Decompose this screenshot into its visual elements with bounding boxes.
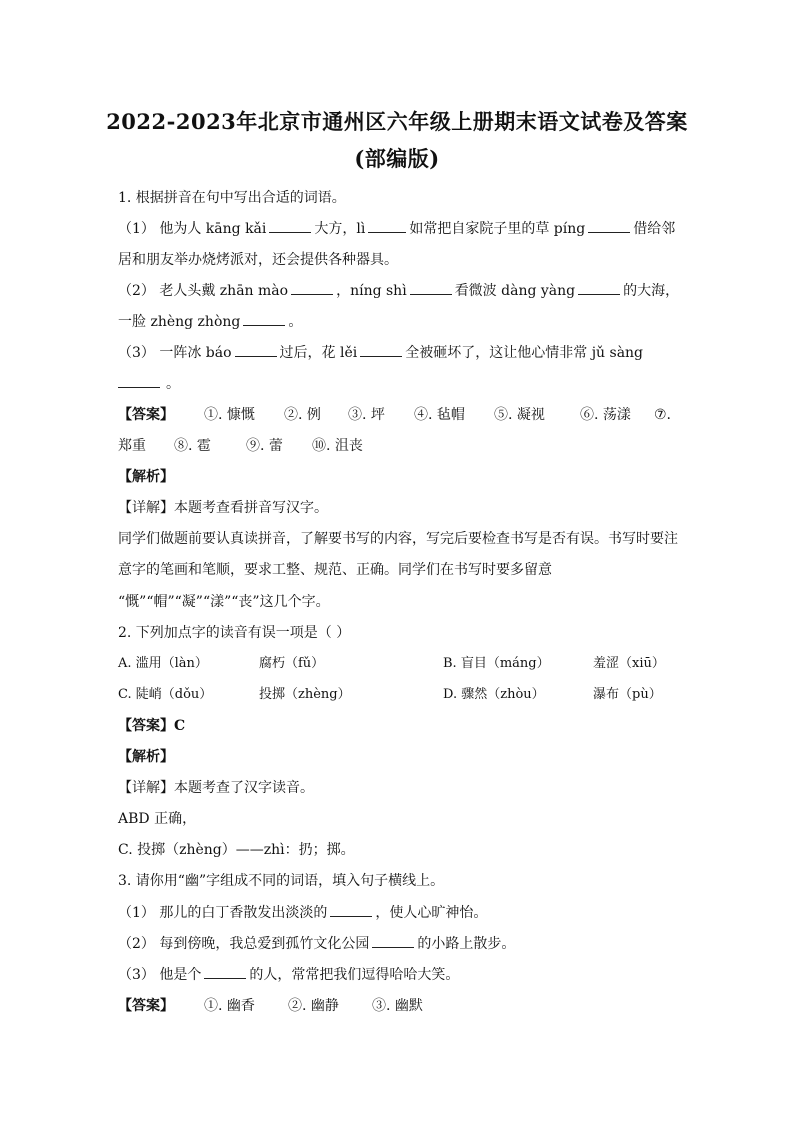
q1-sentence1	[118, 219, 678, 239]
q1-s2-part-d: 的大海，	[623, 283, 680, 299]
q1-s3-part-c: 全被砸坏了，这让他心情非常 jǔ sàng	[405, 345, 644, 361]
answer-item: ①. 幽香	[204, 998, 255, 1014]
answer-item: ⑦.	[654, 407, 672, 423]
q3-s3-part-b: 的人，常常把我们逗得哈哈大笑。	[249, 967, 460, 983]
q2-answer: 【答案】C	[118, 718, 186, 734]
answer-item: ②. 例	[284, 407, 321, 423]
q1-s3-part-d: 。	[166, 376, 180, 392]
q2-explanation-line2: C. 投掷（zhèng）——zhì：扔；掷。	[118, 842, 355, 858]
answer-item: ⑩. 沮丧	[312, 438, 363, 454]
q1-s1-continued: 居和朋友举办烧烤派对，还会提供各种器具。	[118, 252, 398, 268]
option-c-word1: C. 陡峭（dǒu）	[118, 687, 213, 702]
q1-s1-part-d: 借给邻	[633, 221, 676, 237]
option-a-word1: A. 滥用（làn）	[118, 656, 208, 671]
q1-detail: 【详解】本题考查看拼音写汉字。	[118, 500, 328, 516]
q1-s2-part-e: 一脸 zhèng zhòng	[118, 314, 241, 330]
answer-blank	[368, 220, 406, 233]
answer-item: ⑧. 雹	[174, 438, 211, 454]
q1-stem: 1. 根据拼音在句中写出合适的词语。	[118, 190, 346, 206]
answer-label: 【答案】	[118, 407, 174, 423]
answer-blank	[360, 344, 402, 357]
answer-blank	[243, 313, 285, 326]
answer-item: ③. 坪	[348, 407, 385, 423]
q1-s3-part-a: （3） 一阵冰 báo	[118, 345, 232, 361]
option-c-word2: 投掷（zhèng）	[259, 687, 351, 702]
option-d-word2: 瀑布（pù）	[593, 687, 662, 702]
q3-sentence2	[118, 934, 678, 954]
option-a-word2: 腐朽（fǔ）	[259, 656, 325, 671]
q2-analysis-label: 【解析】	[118, 749, 174, 765]
answer-blank	[235, 344, 277, 357]
option-b-word1: B. 盲目（máng）	[443, 656, 550, 671]
document-subtitle: (部编版)	[354, 146, 440, 171]
answer-blank	[269, 220, 311, 233]
q3-s3-part-a: （3） 他是个	[118, 967, 202, 983]
answer-item: ⑥. 荡漾	[580, 407, 631, 423]
answer-label: 【答案】	[118, 998, 174, 1014]
q1-explanation-line2: 意字的笔画和笔顺，要求工整、规范、正确。同学们在书写时要多留意	[118, 562, 552, 578]
q3-s1-part-a: （1） 那儿的白丁香散发出淡淡的	[118, 905, 328, 921]
answer-blank	[291, 282, 333, 295]
answer-item: ④. 毡帽	[414, 407, 465, 423]
q3-stem: 3. 请你用“幽”字组成不同的词语，填入句子横线上。	[118, 873, 445, 889]
q3-sentence1	[118, 903, 678, 923]
option-d-word1: D. 骤然（zhòu）	[443, 687, 545, 702]
q2-explanation-line1: ABD 正确，	[118, 811, 197, 827]
answer-item: 郑重	[118, 438, 146, 454]
q1-s1-part-b: 大方，lì	[314, 221, 366, 237]
answer-blank	[410, 282, 452, 295]
q1-sentence2	[118, 281, 678, 301]
q1-s2-part-a: （2） 老人头戴 zhān mào	[118, 283, 289, 299]
answer-blank	[588, 220, 630, 233]
q1-s1-part-a: （1） 他为人 kāng kǎi	[118, 221, 267, 237]
answer-blank	[330, 904, 372, 917]
q3-s2-part-b: 的小路上散步。	[417, 936, 516, 952]
q1-s2-part-f: 。	[288, 314, 303, 330]
q1-s2-part-b: ，níng shì	[336, 283, 407, 299]
q3-s2-part-a: （2） 每到傍晚，我总爱到孤竹文化公园	[118, 936, 370, 952]
q1-s2-continued	[118, 312, 678, 332]
q3-s1-part-b: ，使人心旷神怡。	[375, 905, 488, 921]
document-title: 2022-2023年北京市通州区六年级上册期末语文试卷及答案	[106, 109, 688, 134]
answer-blank	[118, 375, 160, 388]
option-b-word2: 羞涩（xiū）	[593, 656, 665, 671]
answer-item: ①. 慷慨	[204, 407, 255, 423]
q1-s2-part-c: 看微波 dàng yàng	[454, 283, 576, 299]
q2-stem: 2. 下列加点字的读音有误一项是（ ）	[118, 625, 351, 641]
answer-item: ⑤. 凝视	[494, 407, 545, 423]
answer-blank	[578, 282, 620, 295]
q1-s3-part-b: 过后，花 lěi	[279, 345, 358, 361]
q1-s3-continued	[118, 374, 678, 394]
q2-detail: 【详解】本题考查了汉字读音。	[118, 780, 314, 796]
q1-explanation-line3: “慨”“帽”“凝”“漾”“丧”这几个字。	[118, 594, 330, 610]
q1-sentence3	[118, 343, 678, 363]
answer-item: ③. 幽默	[372, 998, 423, 1014]
q1-explanation-line1: 同学们做题前要认真读拼音，了解要书写的内容，写完后要检查书写是否有误。书写时要注	[118, 531, 678, 547]
answer-item: ⑨. 蕾	[246, 438, 283, 454]
answer-blank	[372, 935, 414, 948]
q1-s1-part-c: 如常把自家院子里的草 píng	[409, 221, 586, 237]
q3-sentence3	[118, 965, 678, 985]
answer-blank	[204, 966, 246, 979]
answer-item: ②. 幽静	[288, 998, 339, 1014]
q1-analysis-label: 【解析】	[118, 469, 174, 485]
